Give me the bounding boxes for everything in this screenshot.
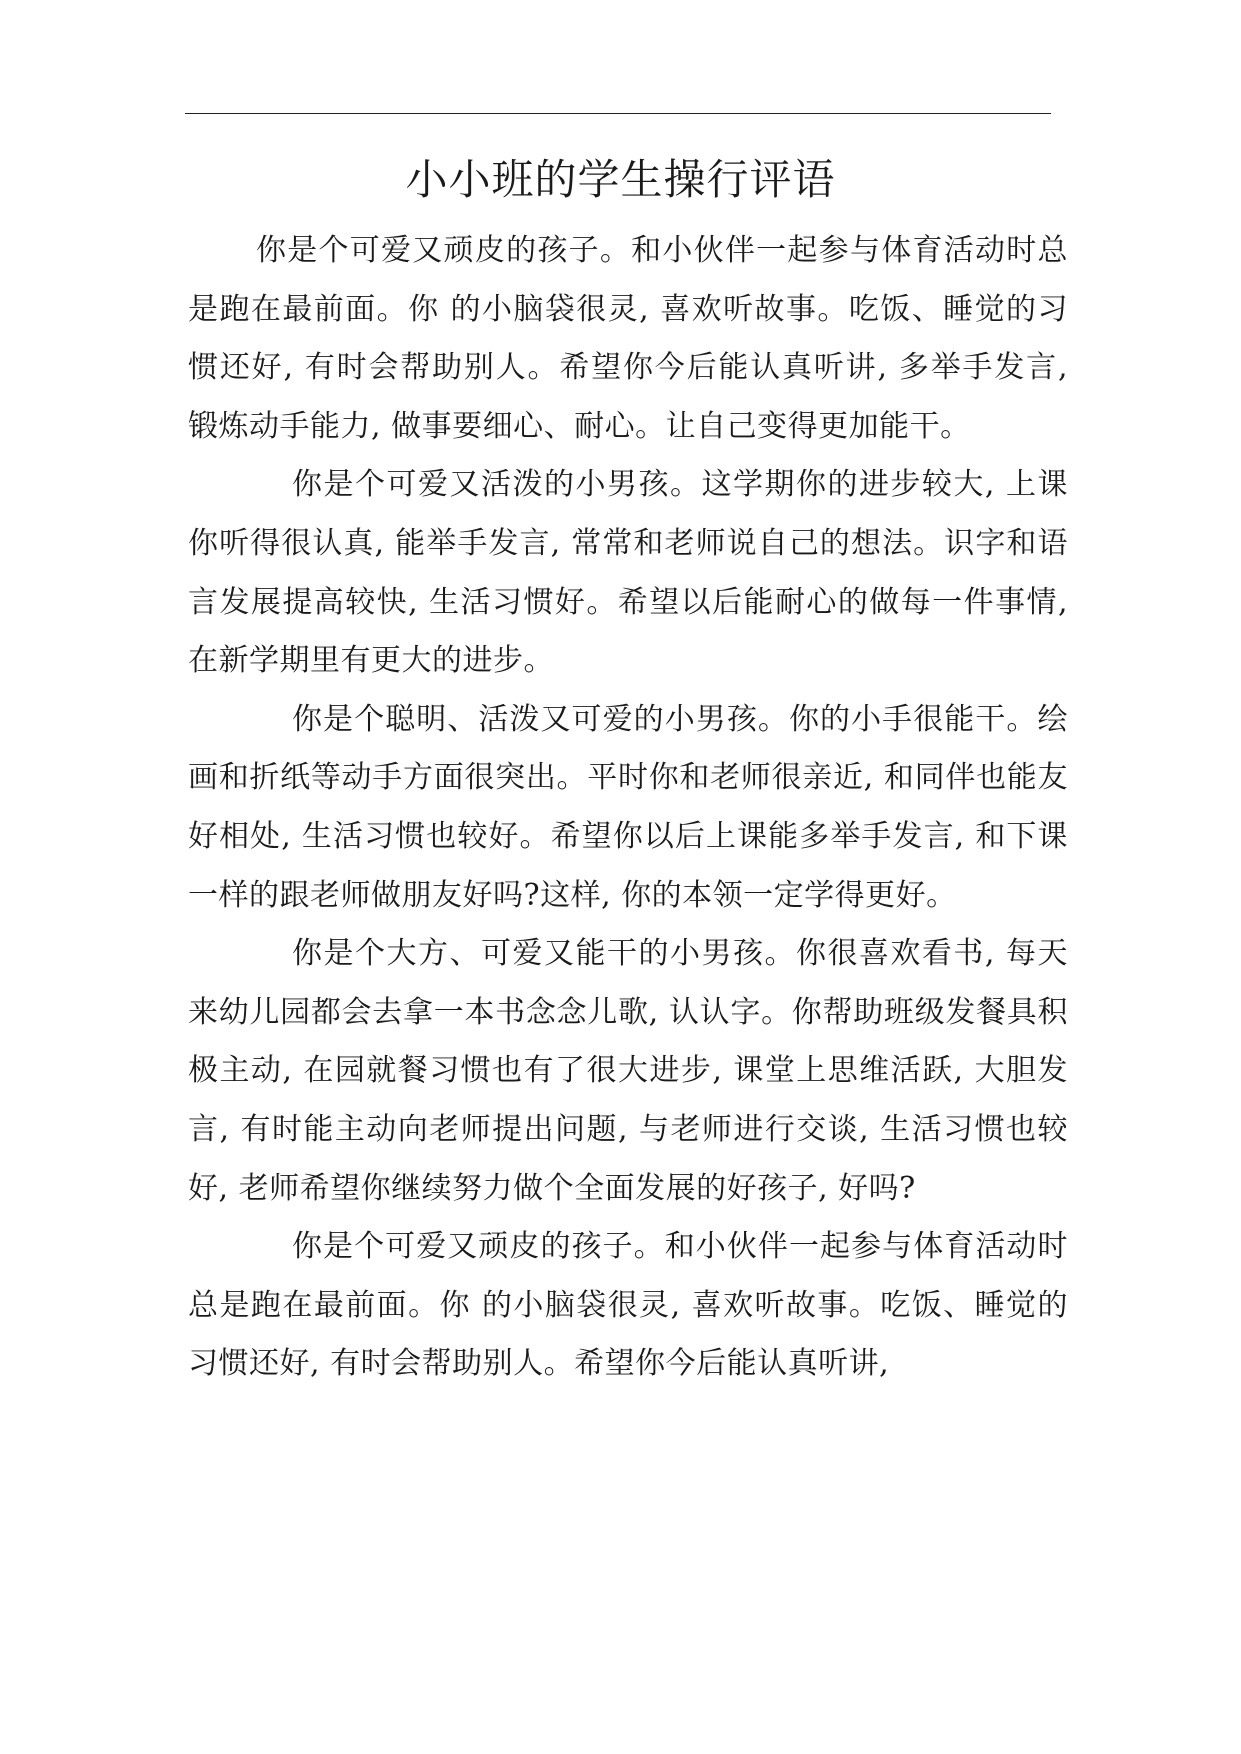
paragraph: 你是个可爱又活泼的小男孩。这学期你的进步较大, 上课你听得很认真, 能举手发言, 常常和老师说自己的想法。识字和语言发展提高较快, 生活习惯好。希望以后能耐心的做每一件事情, 在新学期里有更大的进步。 xyxy=(188,467,1068,679)
header-rule xyxy=(185,113,1051,114)
document-title: 小小班的学生操行评语 xyxy=(405,155,836,204)
document-body xyxy=(188,222,1068,1394)
paragraph: 你是个聪明、活泼又可爱的小男孩。你的小手很能干。绘画和折纸等动手方面很突出。平时你和老师很亲近, 和同伴也能友好相处, 生活习惯也较好。希望你以后上课能多举手发言, 和下课一样的跟老师做朋友好吗?这样, 你的本领一定学得更好。 xyxy=(188,701,1068,913)
paragraph: 你是个可爱又顽皮的孩子。和小伙伴一起参与体育活动时总是跑在最前面。你 的小脑袋很灵, 喜欢听故事。吃饭、睡觉的习惯还好, 有时会帮助别人。希望你今后能认真听讲, xyxy=(188,1229,1068,1382)
paragraph: 你是个可爱又顽皮的孩子。和小伙伴一起参与体育活动时总是跑在最前面。你 的小脑袋很灵, 喜欢听故事。吃饭、睡觉的习惯还好, 有时会帮助别人。希望你今后能认真听讲, 多举手发言, 锻炼动手能力, 做事要细心、耐心。让自己变得更加能干。 xyxy=(188,233,1068,444)
paragraph: 你是个大方、可爱又能干的小男孩。你很喜欢看书, 每天来幼儿园都会去拿一本书念念儿歌, 认认字。你帮助班级发餐具积极主动, 在园就餐习惯也有了很大进步, 课堂上思维活跃, 大胆发言, 有时能主动向老师提出问题, 与老师进行交谈, 生活习惯也较好, 老师希望你继续努力做个全面发展的好孩子, 好吗? xyxy=(188,936,1068,1206)
